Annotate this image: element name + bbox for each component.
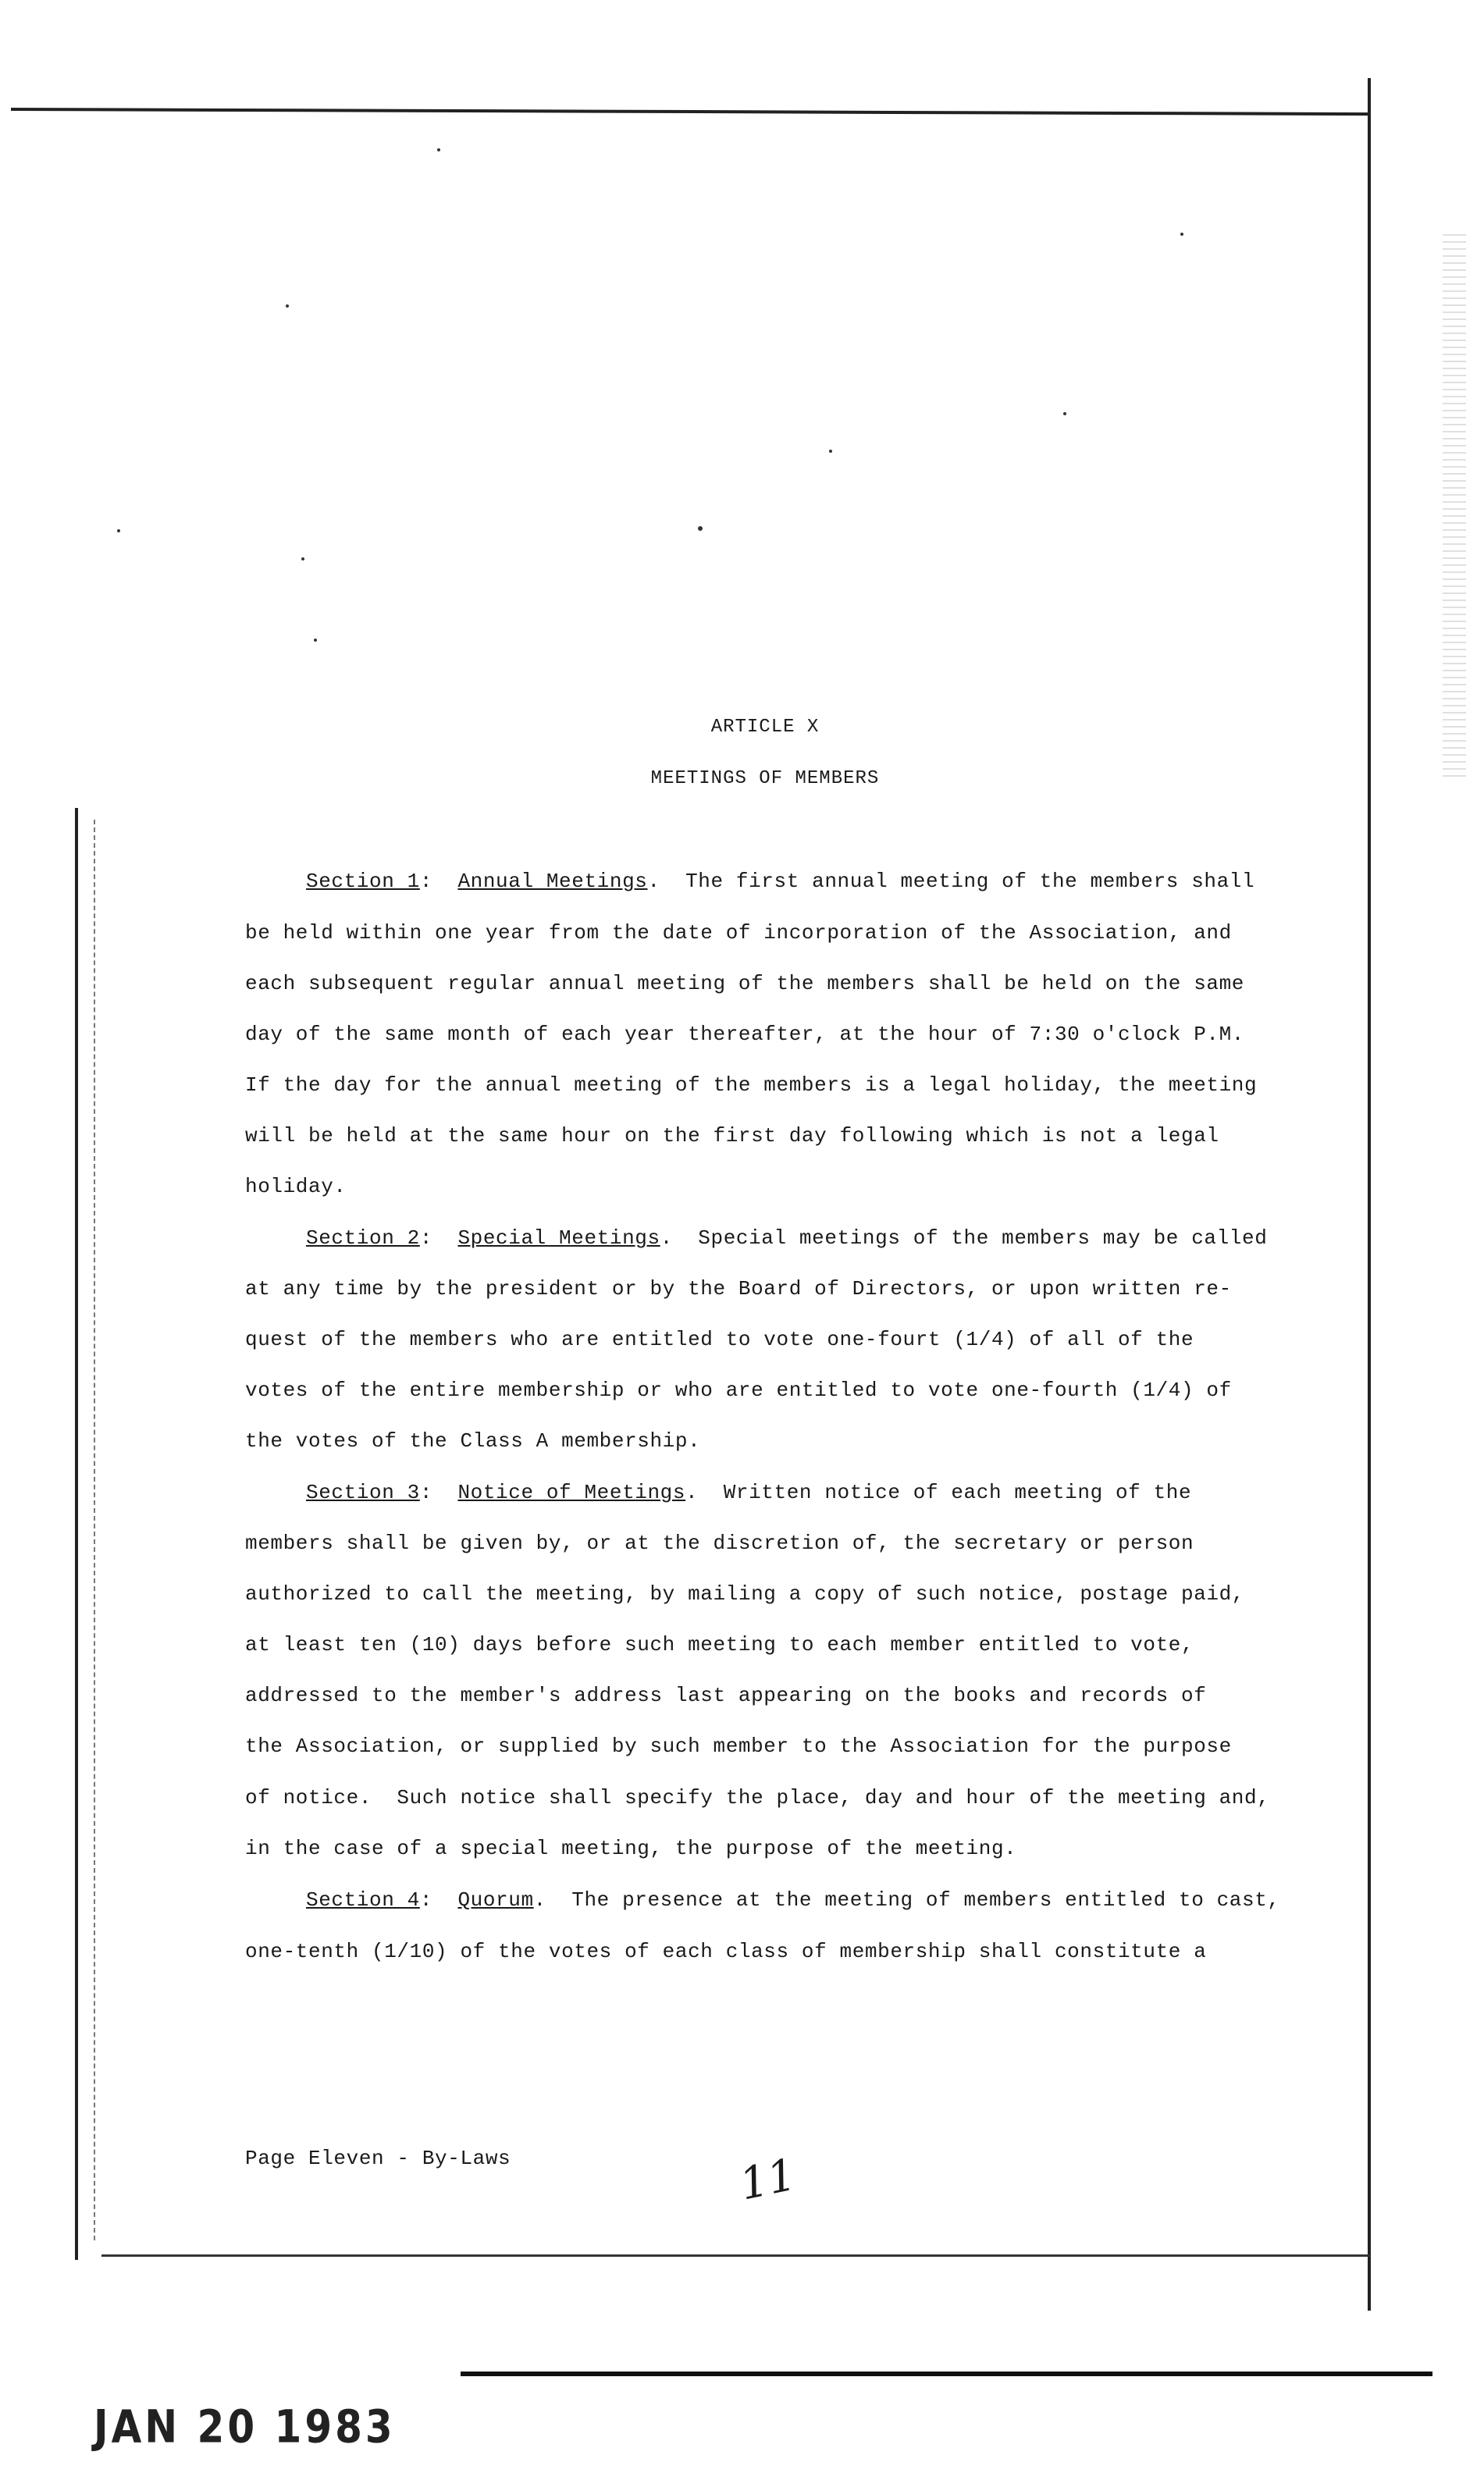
body-line: at any time by the president or by the Board of Directors, or upon written re- xyxy=(245,1277,1232,1301)
body-line: will be held at the same hour on the first day following which is not a legal xyxy=(245,1124,1219,1148)
body-line: one-tenth (1/10) of the votes of each class of membership shall constitute a xyxy=(245,1940,1207,1963)
scan-edge-noise xyxy=(1443,234,1466,781)
body-line: in the case of a special meeting, the purpose of the meeting. xyxy=(245,1837,1017,1860)
body-line: quest of the members who are entitled to vote one-fourt (1/4) of all of the xyxy=(245,1328,1194,1351)
page-footer: Page Eleven - By-Laws xyxy=(245,2147,511,2170)
section-label: Section 2 xyxy=(306,1226,420,1250)
section-heading: Quorum xyxy=(457,1888,534,1912)
body-line: the votes of the Class A membership. xyxy=(245,1429,701,1453)
body-line: authorized to call the meeting, by mailing a copy of such notice, postage paid, xyxy=(245,1582,1244,1606)
section-label: Section 4 xyxy=(306,1888,420,1912)
handwritten-page-number: 11 xyxy=(735,2149,801,2211)
body-line: addressed to the member's address last appearing on the books and records of xyxy=(245,1684,1207,1707)
frame-border-left xyxy=(75,808,78,2260)
section-text: . Written notice of each meeting of the xyxy=(685,1481,1192,1504)
section-heading: Notice of Meetings xyxy=(457,1481,686,1504)
frame-border-bottom xyxy=(101,2254,1370,2257)
section-text: . The presence at the meeting of members entitled to cast, xyxy=(533,1888,1280,1912)
scan-speck xyxy=(314,639,317,642)
article-title: MEETINGS OF MEMBERS xyxy=(650,768,880,789)
scan-speck xyxy=(1180,233,1183,236)
scan-speck xyxy=(1063,412,1066,415)
body-line: votes of the entire membership or who are entitled to vote one-fourth (1/4) of xyxy=(245,1379,1232,1402)
section-4-first-line: Section 4: Quorum. The presence at the meeting of members entitled to cast, xyxy=(306,1888,1280,1912)
scan-speck xyxy=(829,450,832,453)
body-line: of notice. Such notice shall specify the place, day and hour of the meeting and, xyxy=(245,1786,1270,1809)
section-label: Section 3 xyxy=(306,1481,420,1504)
scan-speck xyxy=(698,526,703,531)
frame-border-top xyxy=(11,108,1371,116)
date-stamp: JAN 20 1983 xyxy=(94,2400,396,2453)
body-line: If the day for the annual meeting of the members is a legal holiday, the meeting xyxy=(245,1073,1258,1097)
article-heading: ARTICLE X xyxy=(710,717,820,738)
section-2-first-line: Section 2: Special Meetings. Special meetings of the members may be called xyxy=(306,1226,1268,1250)
scan-speck xyxy=(286,304,289,308)
scan-speck xyxy=(301,557,304,560)
scan-speck xyxy=(117,529,120,532)
section-1-first-line: Section 1: Annual Meetings. The first annual meeting of the members shall xyxy=(306,870,1255,893)
section-heading: Annual Meetings xyxy=(457,870,648,893)
body-line: the Association, or supplied by such member to the Association for the purpose xyxy=(245,1735,1232,1758)
frame-border-left-inner xyxy=(94,820,95,2240)
section-3-first-line: Section 3: Notice of Meetings. Written notice of each meeting of the xyxy=(306,1481,1192,1504)
frame-border-right xyxy=(1368,78,1371,2311)
section-text: . Special meetings of the members may be called xyxy=(660,1226,1268,1250)
body-line: holiday. xyxy=(245,1175,347,1198)
body-line: at least ten (10) days before such meeting to each member entitled to vote, xyxy=(245,1633,1194,1656)
body-line: be held within one year from the date of incorporation of the Association, and xyxy=(245,921,1232,945)
body-line: day of the same month of each year thereafter, at the hour of 7:30 o'clock P.M. xyxy=(245,1023,1244,1046)
frame-border-bottom-outer xyxy=(461,2372,1432,2376)
scan-speck xyxy=(437,148,440,151)
section-heading: Special Meetings xyxy=(457,1226,660,1250)
body-line: members shall be given by, or at the discretion of, the secretary or person xyxy=(245,1532,1194,1555)
section-label: Section 1 xyxy=(306,870,420,893)
section-text: . The first annual meeting of the members shall xyxy=(647,870,1255,893)
body-line: each subsequent regular annual meeting of the members shall be held on the same xyxy=(245,972,1244,995)
